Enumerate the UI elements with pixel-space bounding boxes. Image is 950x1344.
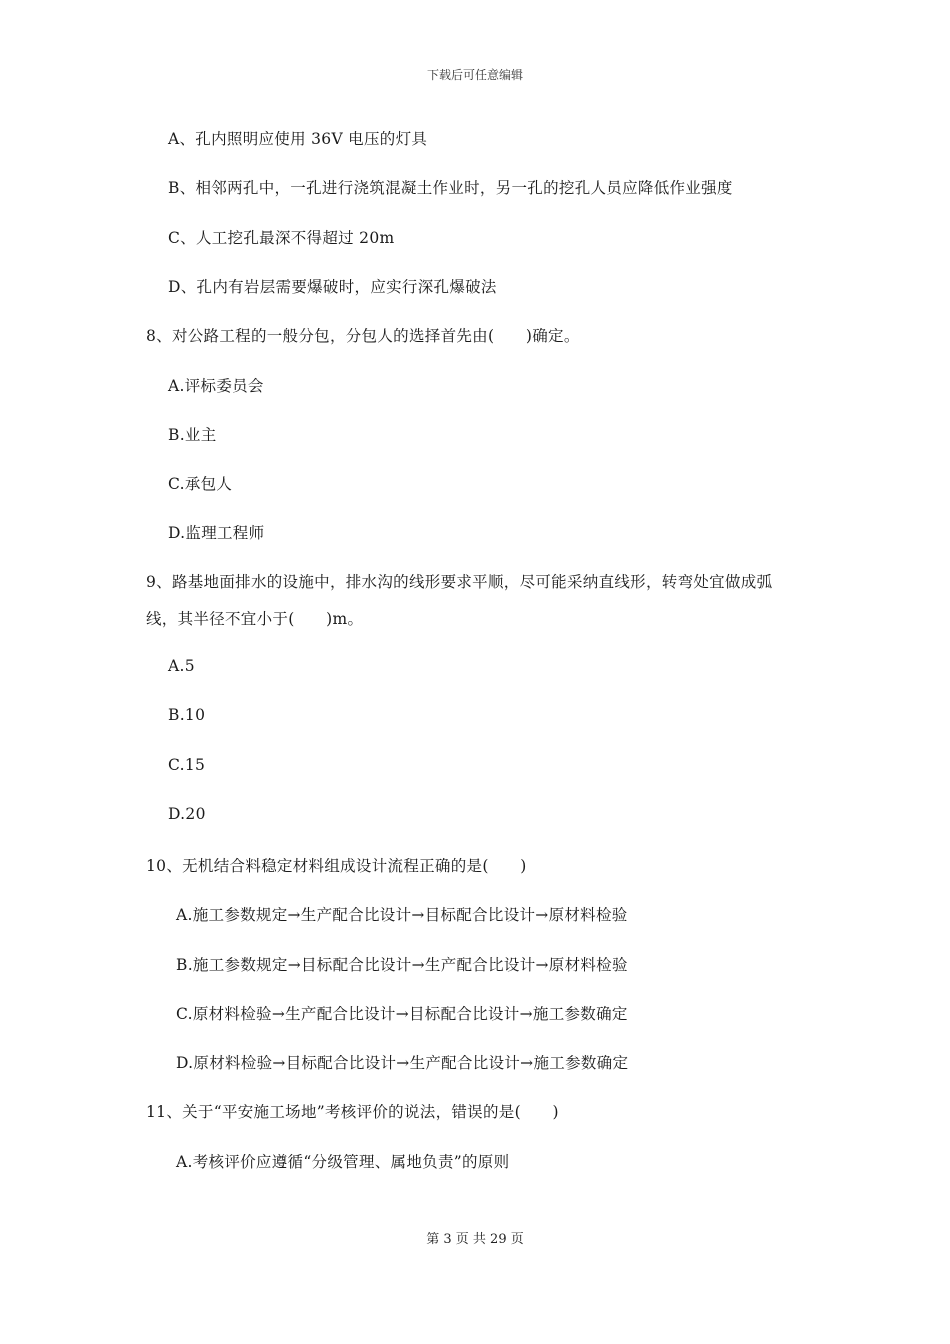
option-7b: B、相邻两孔中，一孔进行浇筑混凝土作业时，另一孔的挖孔人员应降低作业强度 — [168, 179, 733, 197]
question-8: 8、对公路工程的一般分包，分包人的选择首先由( )确定。 — [146, 327, 580, 345]
option-8d: D.监理工程师 — [168, 524, 265, 542]
option-10d: D.原材料检验→目标配合比设计→生产配合比设计→施工参数确定 — [176, 1054, 629, 1072]
option-9d: D.20 — [168, 805, 206, 823]
question-9-line1: 9、路基地面排水的设施中，排水沟的线形要求平顺，尽可能采纳直线形，转弯处宜做成弧 — [146, 573, 773, 591]
page-header: 下载后可任意编辑 — [426, 68, 523, 82]
option-7c: C、人工挖孔最深不得超过 20m — [168, 229, 395, 247]
option-7d: D、孔内有岩层需要爆破时，应实行深孔爆破法 — [168, 278, 497, 296]
option-7a: A、孔内照明应使用 36V 电压的灯具 — [168, 130, 428, 148]
option-10c: C.原材料检验→生产配合比设计→目标配合比设计→施工参数确定 — [176, 1005, 628, 1023]
option-10b: B.施工参数规定→目标配合比设计→生产配合比设计→原材料检验 — [176, 956, 628, 974]
option-8c: C.承包人 — [168, 475, 233, 493]
option-9c: C.15 — [168, 756, 206, 774]
page-footer: 第 3 页 共 29 页 — [426, 1232, 524, 1247]
option-8a: A.评标委员会 — [168, 377, 264, 395]
option-8b: B.业主 — [168, 426, 217, 444]
question-11: 11、关于“平安施工场地”考核评价的说法，错误的是( ) — [146, 1103, 559, 1121]
option-10a: A.施工参数规定→生产配合比设计→目标配合比设计→原材料检验 — [176, 906, 628, 924]
option-11a: A.考核评价应遵循“分级管理、属地负责”的原则 — [176, 1153, 510, 1171]
question-10: 10、无机结合料稳定材料组成设计流程正确的是( ) — [146, 857, 527, 875]
option-9a: A.5 — [168, 657, 195, 675]
option-9b: B.10 — [168, 706, 206, 724]
question-9-line2: 线，其半径不宜小于( )m。 — [146, 610, 364, 628]
